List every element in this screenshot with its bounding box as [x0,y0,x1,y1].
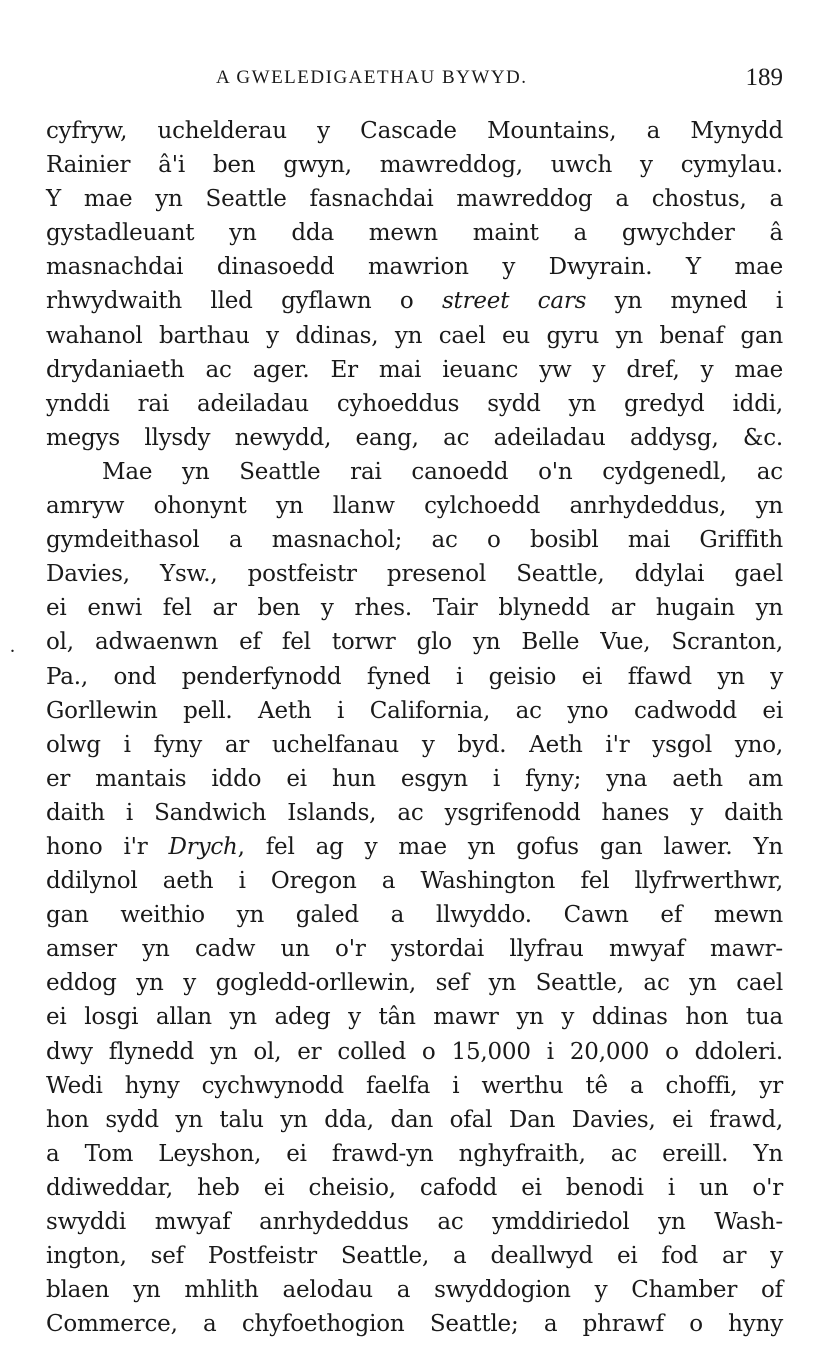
text-line: rhwydwaith lled gyflawn o street cars yn myned i [46,288,783,315]
text-line: daith i Sandwich Islands, ac ysgrifenodd hanes y daith [46,799,783,826]
running-title: A GWELEDIGAETHAU BYWYD. [216,67,528,88]
text-line: a Tom Leyshon, ei frawd-yn nghyfraith, ac ereill. Yn [46,1140,783,1167]
text-line: Rainier â'i ben gwyn, mawreddog, uwch y cymylau. [46,152,783,179]
page-number: 189 [745,64,783,91]
text-line: hon sydd yn talu yn dda, dan ofal Dan Davies, ei frawd, [46,1106,783,1133]
text-line: ei enwi fel ar ben y rhes. Tair blynedd ar hugain yn [46,595,783,622]
text-line: ynddi rai adeiladau cyhoeddus sydd yn gredyd iddi, [46,390,783,417]
text-line: masnachdai dinasoedd mawrion y Dwyrain. Y mae [46,254,783,281]
text-line: Davies, Ysw., postfeistr presenol Seattle, ddylai gael [46,561,783,588]
text-line: gystadleuant yn dda mewn maint a gwychder â [46,220,783,247]
running-head [46,62,783,94]
text-line: blaen yn mhlith aelodau a swyddogion y Chamber of [46,1277,783,1304]
text-line: Pa., ond penderfynodd fyned i geisio ei ffawd yn y [46,663,783,690]
text-line: er mantais iddo ei hun esgyn i fyny; yna aeth am [46,765,783,792]
text-line: Wedi hyny cychwynodd faelfa i werthu tê a choffi, yr [46,1072,783,1099]
margin-mark: . [10,635,15,657]
text-line: Commerce, a chyfoethogion Seattle; a phrawf o hyny [46,1311,783,1338]
text-line: eddog yn y gogledd-orllewin, sef yn Seattle, ac yn cael [46,970,783,997]
italic-term: Drych [168,833,238,860]
text-line: Y mae yn Seattle fasnachdai mawreddog a chostus, a [46,186,783,213]
text-line: Gorllewin pell. Aeth i California, ac yno cadwodd ei [46,697,783,724]
text-line: amryw ohonynt yn llanw cylchoedd anrhydeddus, yn [46,493,783,520]
text-line: swyddi mwyaf anrhydeddus ac ymddiriedol yn Wash- [46,1209,783,1235]
text-line: megys llysdy newydd, eang, ac adeiladau addysg, &c. [46,424,783,451]
text-line: wahanol barthau y ddinas, yn cael eu gyru yn benaf gan [46,322,783,349]
text-line: gan weithio yn galed a llwyddo. Cawn ef mewn [46,902,783,929]
text-line: ddiweddar, heb ei cheisio, cafodd ei benodi i un o'r [46,1174,783,1201]
italic-term: street cars [441,288,587,315]
text-line: dwy flynedd yn ol, er colled o 15,000 i 20,000 o ddoleri. [46,1038,783,1065]
body-text [46,114,783,1341]
text-line: drydaniaeth ac ager. Er mai ieuanc yw y dref, y mae [46,356,783,383]
text-line: olwg i fyny ar uchelfanau y byd. Aeth i'r ysgol yno, [46,731,783,758]
text-line: ei losgi allan yn adeg y tân mawr yn y ddinas hon tua [46,1004,783,1031]
text-line: ddilynol aeth i Oregon a Washington fel llyfrwerthwr, [46,868,783,895]
text-line: ington, sef Postfeistr Seattle, a deallwyd ei fod ar y [46,1243,783,1270]
text-line: cyfryw, uchelderau y Cascade Mountains, a Mynydd [46,118,783,144]
text-line: amser yn cadw un o'r ystordai llyfrau mwyaf mawr- [46,936,783,963]
text-line: ol, adwaenwn ef fel torwr glo yn Belle Vue, Scranton, [46,629,783,656]
paragraph-first-line: Mae yn Seattle rai canoedd o'n cydgenedl, ac [102,458,783,485]
text-line: gymdeithasol a masnachol; ac o bosibl mai Griffith [46,527,783,554]
text-line: hono i'r Drych, fel ag y mae yn gofus gan lawer. Yn [46,833,783,860]
